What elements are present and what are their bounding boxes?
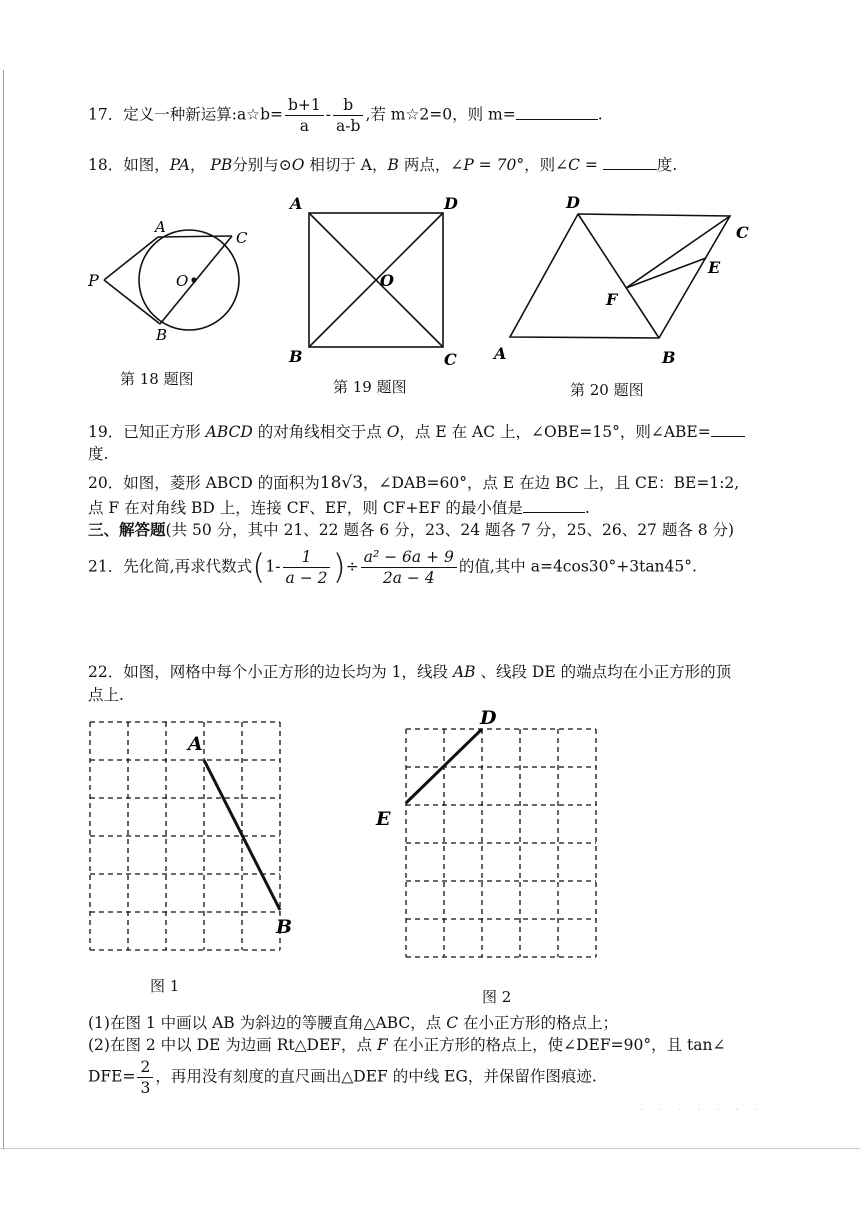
q18-end: 度. bbox=[656, 156, 678, 174]
q19-text-a: 19．已知正方形 bbox=[88, 423, 206, 441]
q22-frac-numerator: 2 bbox=[137, 1058, 153, 1078]
q19-text-b: 的对角线相交于点 bbox=[252, 423, 387, 441]
figures-18-20 bbox=[0, 185, 860, 365]
question-19-line-1 bbox=[88, 420, 745, 442]
grid2-label-d: D bbox=[480, 707, 497, 729]
fig20-label-c: C bbox=[736, 223, 749, 242]
q22-part2-text-a: (2)在图 2 中以 DE 为边画 Rt△DEF，点 bbox=[88, 1036, 377, 1054]
q21-f1-denominator: a − 2 bbox=[285, 569, 328, 587]
q21-close-paren: ) bbox=[332, 547, 346, 588]
q21-suffix: 的值,其中 a=4cos30°+3tan45°. bbox=[458, 557, 697, 576]
fig18-label-o: O bbox=[176, 272, 189, 290]
q18-deg: °，则∠ bbox=[516, 156, 569, 174]
q17-frac1-denominator: a bbox=[299, 117, 310, 135]
fig18-center-dot bbox=[191, 277, 196, 282]
q22-fraction-2-3 bbox=[137, 1058, 153, 1097]
q22-part2-f: F bbox=[376, 1036, 388, 1054]
fig18-label-a: A bbox=[155, 218, 166, 236]
grid1-label-b: B bbox=[276, 916, 293, 938]
fig20-caption: 第 20 题图 bbox=[570, 381, 644, 399]
fig20-line-fe bbox=[626, 258, 706, 288]
q22-part1-text-b: 在小正方形的格点上； bbox=[458, 1014, 619, 1032]
q20-text-c: 点 F 在对角线 BD 上，连接 CF、EF，则 CF+EF 的最小值是 bbox=[88, 499, 523, 517]
q22-part1-c: C bbox=[446, 1014, 459, 1032]
faint-footer-marks: · · · · · · · bbox=[640, 1103, 764, 1116]
q17-frac2-numerator: b bbox=[333, 96, 363, 116]
q22-frac-denominator: 3 bbox=[140, 1079, 151, 1097]
q21-f2-denominator: 2a − 4 bbox=[382, 569, 435, 587]
q22-text-a: 22．如图，网格中每个小正方形的边长均为 1，线段 bbox=[88, 663, 453, 681]
q21-f1-numerator: 1 bbox=[283, 548, 331, 568]
grid1-caption: 图 1 bbox=[150, 977, 180, 995]
q22-part-1 bbox=[88, 1011, 618, 1033]
q21-divide: ÷ bbox=[345, 557, 359, 576]
q18-pb: PB bbox=[210, 156, 233, 174]
fig20-label-f: F bbox=[606, 290, 618, 309]
grid-figure-1 bbox=[90, 722, 280, 950]
question-18 bbox=[88, 153, 677, 175]
q17-frac2-denominator: a-b bbox=[336, 117, 361, 135]
q20-end: . bbox=[584, 499, 590, 517]
q18-mid: 分别与⊙ bbox=[232, 156, 292, 174]
q18-prefix: 18．如图， bbox=[88, 156, 170, 174]
figure-18 bbox=[104, 230, 239, 330]
q22-part-3 bbox=[88, 1058, 597, 1097]
q18-mid2: 相切于 A， bbox=[304, 156, 388, 174]
q17-answer-blank[interactable] bbox=[516, 105, 598, 120]
q18-sep: ， bbox=[189, 156, 206, 174]
q17-suffix: ,若 m☆2=0，则 m= bbox=[365, 105, 516, 124]
q21-prefix: 21．先化简,再求代数式 bbox=[88, 557, 253, 576]
figure-19 bbox=[309, 213, 443, 347]
q18-b: B bbox=[387, 156, 399, 174]
q19-answer-blank[interactable] bbox=[711, 422, 745, 437]
section-3-heading bbox=[88, 518, 734, 540]
q22-text-b: 、线段 DE 的端点均在小正方形的顶 bbox=[475, 663, 732, 681]
fig19-label-b: B bbox=[289, 347, 303, 365]
q22-part3-text-a: DFE= bbox=[88, 1067, 136, 1086]
fig18-line-pb bbox=[104, 280, 160, 324]
question-20-line-2 bbox=[88, 496, 590, 518]
fig19-label-c: C bbox=[444, 350, 457, 365]
q18-answer-blank[interactable] bbox=[603, 155, 657, 170]
fig18-label-p: P bbox=[88, 271, 99, 290]
figure-20 bbox=[510, 214, 730, 338]
q18-pa: PA bbox=[169, 156, 190, 174]
q22-part-2 bbox=[88, 1033, 725, 1055]
fig19-label-d: D bbox=[444, 194, 458, 213]
q18-angle-p: P = 70 bbox=[463, 156, 517, 174]
q21-open-paren: ( bbox=[252, 547, 266, 588]
q17-fraction-2 bbox=[333, 96, 363, 135]
page-bottom-border bbox=[0, 1148, 860, 1149]
grid-figures bbox=[0, 700, 860, 970]
question-21 bbox=[88, 548, 697, 587]
fig18-label-c: C bbox=[236, 229, 248, 247]
q19-o: O bbox=[386, 423, 400, 441]
q21-f2-numerator: a² − 6a + 9 bbox=[361, 548, 457, 568]
fig18-line-pa bbox=[104, 237, 158, 280]
q22-part3-text-b: ，再用没有刻度的直尺画出△DEF 的中线 EG，并保留作图痕迹. bbox=[155, 1067, 597, 1086]
q17-minus: - bbox=[325, 105, 332, 124]
fig20-diagonal-bd bbox=[578, 214, 659, 338]
q22-part1-text-a: (1)在图 1 中画以 AB 为斜边的等腰直角△ABC，点 bbox=[88, 1014, 447, 1032]
fig18-line-ac bbox=[158, 236, 232, 237]
q17-prefix: 17．定义一种新运算:a☆b= bbox=[88, 105, 283, 124]
q21-fraction-1 bbox=[283, 548, 331, 587]
q17-frac1-numerator: b+1 bbox=[285, 96, 324, 116]
q18-mid3: 两点，∠ bbox=[398, 156, 464, 174]
fig20-label-a: A bbox=[494, 344, 507, 363]
q17-end: . bbox=[597, 105, 603, 124]
grid2-caption: 图 2 bbox=[482, 988, 512, 1006]
q19-text-c: ，点 E 在 AC 上，∠OBE=15°，则∠ABE= bbox=[399, 423, 711, 441]
question-20-line-1 bbox=[88, 471, 739, 493]
fig20-label-e: E bbox=[708, 258, 721, 277]
fig20-rhombus bbox=[510, 214, 730, 338]
fig20-line-fc bbox=[626, 216, 730, 288]
q22-part2-text-b: 在小正方形的格点上，使∠DEF=90°，且 tan∠ bbox=[387, 1036, 726, 1054]
fig18-label-b: B bbox=[156, 326, 168, 344]
q21-fraction-2 bbox=[361, 548, 457, 587]
fig20-label-d: D bbox=[566, 193, 580, 212]
fig19-label-o: O bbox=[380, 271, 394, 290]
q19-abcd: ABCD bbox=[205, 423, 253, 441]
grid-figure-2 bbox=[406, 729, 596, 957]
question-22-line-1 bbox=[88, 660, 731, 682]
q20-answer-blank[interactable] bbox=[523, 498, 585, 513]
grid2-label-e: E bbox=[376, 808, 391, 830]
q20-text-b: ，∠DAB=60°，点 E 在边 BC 上，且 CE：BE=1:2, bbox=[363, 474, 740, 492]
fig20-label-b: B bbox=[662, 348, 676, 365]
q20-area-value: 18√3 bbox=[319, 473, 364, 493]
question-22-line-2: 点上. bbox=[88, 686, 124, 704]
q17-fraction-1 bbox=[285, 96, 324, 135]
section-3-title: 三、解答题 bbox=[88, 520, 166, 539]
fig19-label-a: A bbox=[290, 194, 303, 213]
q18-c: C bbox=[568, 156, 580, 174]
grid1-label-a: A bbox=[188, 733, 203, 755]
section-3-scoring: (共 50 分，其中 21、22 题各 6 分，23、24 题各 7 分，25、26、27 题各 8 分) bbox=[165, 521, 735, 539]
q18-o: O bbox=[291, 156, 305, 174]
question-19-line-2: 度. bbox=[88, 445, 109, 463]
question-17 bbox=[88, 96, 603, 135]
q21-one-minus: 1- bbox=[265, 557, 281, 576]
fig19-caption: 第 19 题图 bbox=[333, 378, 407, 396]
q18-eq: = bbox=[579, 156, 603, 174]
q20-text-a: 20．如图，菱形 ABCD 的面积为 bbox=[88, 474, 320, 492]
fig18-caption: 第 18 题图 bbox=[120, 370, 194, 388]
q22-ab: AB bbox=[452, 663, 476, 681]
